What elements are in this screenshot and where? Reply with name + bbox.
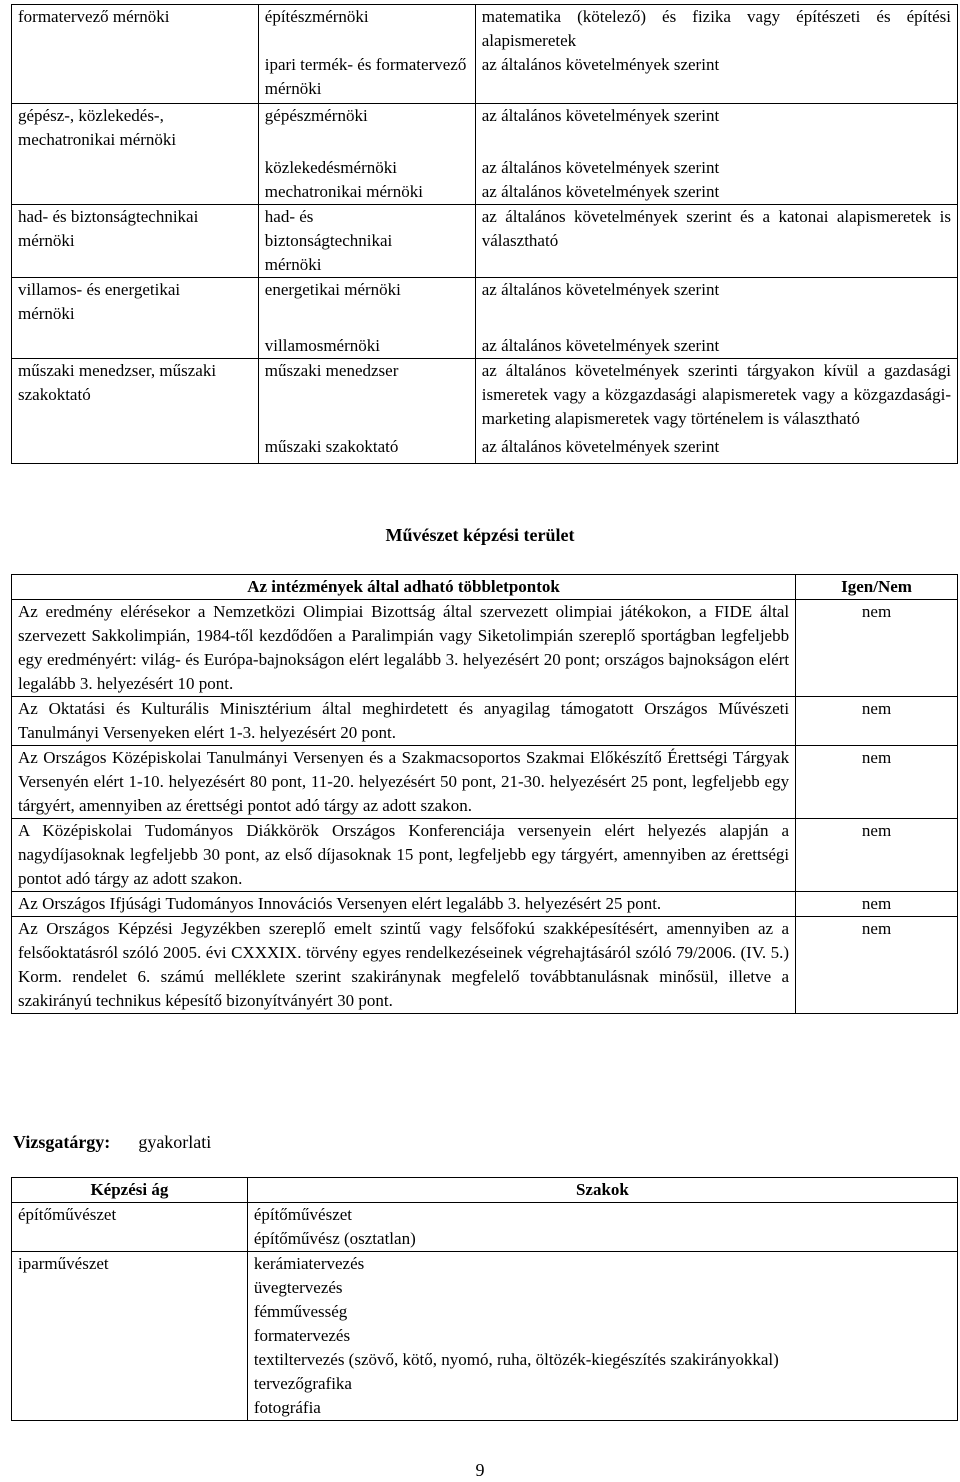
answer-cell: nem — [796, 697, 958, 746]
field-cell: had- és biztonságtechnikai mérnöki — [12, 205, 259, 278]
major-cell: had- és biztonságtechnikai mérnöki — [258, 205, 475, 278]
table-header-row — [12, 1178, 958, 1203]
table-row — [12, 326, 958, 359]
major-cell: villamosmérnöki — [258, 326, 475, 359]
major-cell: gépészmérnöki — [258, 104, 475, 157]
answer-cell: nem — [796, 746, 958, 819]
field-cell — [12, 156, 259, 180]
requirement-cell: az általános követelmények szerint — [475, 278, 957, 327]
branch-cell: építőművészet — [12, 1203, 248, 1228]
requirement-cell: az általános követelmények szerint — [475, 104, 957, 157]
table-row — [12, 278, 958, 327]
table-row — [12, 53, 958, 104]
points-rule-text: Az Országos Ifjúsági Tudományos Innovációs Versenyen elért legalább 3. helyezésért 25 pont. — [12, 892, 796, 917]
table-row — [12, 600, 958, 697]
field-cell: formatervező mérnöki — [12, 5, 259, 54]
requirement-cell: az általános követelmények szerint — [475, 156, 957, 180]
major-cell: építőművészet — [247, 1203, 957, 1228]
field-cell — [12, 326, 259, 359]
requirements-table — [11, 4, 958, 464]
table-row — [12, 1300, 958, 1324]
column-header-yes-no: Igen/Nem — [796, 575, 958, 600]
field-cell: műszaki menedzser, műszaki szakoktató — [12, 359, 259, 432]
exam-subject-line — [13, 1130, 211, 1154]
page-number: 9 — [475, 1460, 485, 1480]
major-cell: formatervezés — [247, 1324, 957, 1348]
major-cell: műszaki szakoktató — [258, 431, 475, 464]
branch-cell — [12, 1348, 248, 1372]
field-cell — [12, 53, 259, 104]
major-cell: műszaki menedzser — [258, 359, 475, 432]
exam-subject-value: gyakorlati — [138, 1132, 212, 1152]
points-rule-text: Az eredmény elérésekor a Nemzetközi Olimpiai Bizottság által szervezett olimpiai játékokon, a FIDE által szervezett Sakkolimpián, 1984-től kezdődően a Paralimpián vagy Siketolimpián szereplő sportágban legfeljebb egy eredményért: világ- és Európa-bajnokságon elért legalább 3. helyezésért 20 pont; országos bajnokságon elért legalább 3. helyezésért 10 pont. — [12, 600, 796, 697]
exam-subject-label: Vizsgatárgy: — [13, 1132, 111, 1152]
branch-majors-table — [11, 1177, 958, 1421]
column-header-branch: Képzési ág — [12, 1178, 248, 1203]
requirement-cell: az általános követelmények szerint és a katonai alapismeretek is választható — [475, 205, 957, 278]
column-header-majors: Szakok — [247, 1178, 957, 1203]
table-row — [12, 1276, 958, 1300]
major-cell: fotográfia — [247, 1396, 957, 1421]
table-row — [12, 431, 958, 464]
major-cell: üvegtervezés — [247, 1276, 957, 1300]
table-row — [12, 1348, 958, 1372]
branch-cell — [12, 1324, 248, 1348]
field-cell — [12, 431, 259, 464]
requirement-cell: matematika (kötelező) és fizika vagy építészeti és építési alapismeretek — [475, 5, 957, 54]
table-row — [12, 1227, 958, 1252]
branch-cell — [12, 1300, 248, 1324]
table-row — [12, 892, 958, 917]
section-title: Művészet képzési terület — [385, 525, 575, 545]
major-cell: építészmérnöki — [258, 5, 475, 54]
table-row — [12, 1324, 958, 1348]
points-rule-text: Az Országos Középiskolai Tanulmányi Versenyen és a Szakmacsoportos Szakmai Előkészítő Érettségi Tárgyak Versenyén elért 1-10. helyezésért 80 pont, 11-20. helyezésért 50 pont, 21-30. helyezésért 25 pont, legfeljebb egy tárgyért, amennyiben az érettségi pontot adó tárgy az adott szakon. — [12, 746, 796, 819]
table-row — [12, 104, 958, 157]
major-cell: mechatronikai mérnöki — [258, 180, 475, 205]
table-row — [12, 5, 958, 54]
major-cell: ipari termék- és formatervező mérnöki — [258, 53, 475, 104]
table-row — [12, 1396, 958, 1421]
major-cell: építőművész (osztatlan) — [247, 1227, 957, 1252]
requirement-cell: az általános követelmények szerint — [475, 326, 957, 359]
table-row — [12, 819, 958, 892]
branch-cell — [12, 1396, 248, 1421]
branch-cell — [12, 1227, 248, 1252]
points-rule-text: Az Országos Képzési Jegyzékben szereplő emelt szintű vagy felsőfokú szakképesítésért, amennyiben az a felsőoktatásról szóló 2005. évi CXXXIX. törvény egyes rendelkezéseinek végrehajtásáról szóló 79/2006. (IV. 5.) Korm. rendelet 6. számú melléklete szerint szakiránynak megfelelő továbbtanulásnak minősül, illetve a szakirányú technikus képesítő bizonyítványért 30 pont. — [12, 917, 796, 1014]
major-cell: fémművesség — [247, 1300, 957, 1324]
requirement-cell: az általános követelmények szerinti tárgyakon kívül a gazdasági ismeretek vagy a közgazdasági alapismeretek vagy a közgazdasági-marketing alapismeretek vagy történelem is választható — [475, 359, 957, 432]
table-row — [12, 1372, 958, 1396]
table-row — [12, 746, 958, 819]
answer-cell: nem — [796, 819, 958, 892]
column-header-points: Az intézmények által adható többletpontok — [12, 575, 796, 600]
table-header-row — [12, 575, 958, 600]
requirement-cell: az általános követelmények szerint — [475, 180, 957, 205]
table-row — [12, 205, 958, 278]
branch-cell: iparművészet — [12, 1252, 248, 1277]
table-row — [12, 697, 958, 746]
major-cell: textiltervezés (szövő, kötő, nyomó, ruha, öltözék-kiegészítés szakirányokkal) — [247, 1348, 957, 1372]
table-row — [12, 359, 958, 432]
field-cell: villamos- és energetikai mérnöki — [12, 278, 259, 327]
table-row — [12, 156, 958, 180]
points-rule-text: A Középiskolai Tudományos Diákkörök Országos Konferenciája versenyein elért helyezés alapján a nagydíjasoknak legfeljebb 30 pont, az első díjasoknak 15 pont, legfeljebb egy tárgyért, amennyiben az érettségi pontot adó tárgy az adott szakon. — [12, 819, 796, 892]
field-cell — [12, 180, 259, 205]
answer-cell: nem — [796, 892, 958, 917]
answer-cell: nem — [796, 917, 958, 1014]
table-row — [12, 180, 958, 205]
major-cell: tervezőgrafika — [247, 1372, 957, 1396]
major-cell: energetikai mérnöki — [258, 278, 475, 327]
requirement-cell: az általános követelmények szerint — [475, 431, 957, 464]
branch-cell — [12, 1372, 248, 1396]
extra-points-table — [11, 574, 958, 1014]
table-row — [12, 1252, 958, 1277]
answer-cell: nem — [796, 600, 958, 697]
major-cell: közlekedésmérnöki — [258, 156, 475, 180]
table-row — [12, 917, 958, 1014]
branch-cell — [12, 1276, 248, 1300]
major-cell: kerámiatervezés — [247, 1252, 957, 1277]
field-cell: gépész-, közlekedés-, mechatronikai mérnöki — [12, 104, 259, 157]
table-row — [12, 1203, 958, 1228]
points-rule-text: Az Oktatási és Kulturális Minisztérium által meghirdetett és anyagilag támogatott Országos Művészeti Tanulmányi Versenyeken elért 1-3. helyezésért 20 pont. — [12, 697, 796, 746]
requirement-cell: az általános követelmények szerint — [475, 53, 957, 104]
